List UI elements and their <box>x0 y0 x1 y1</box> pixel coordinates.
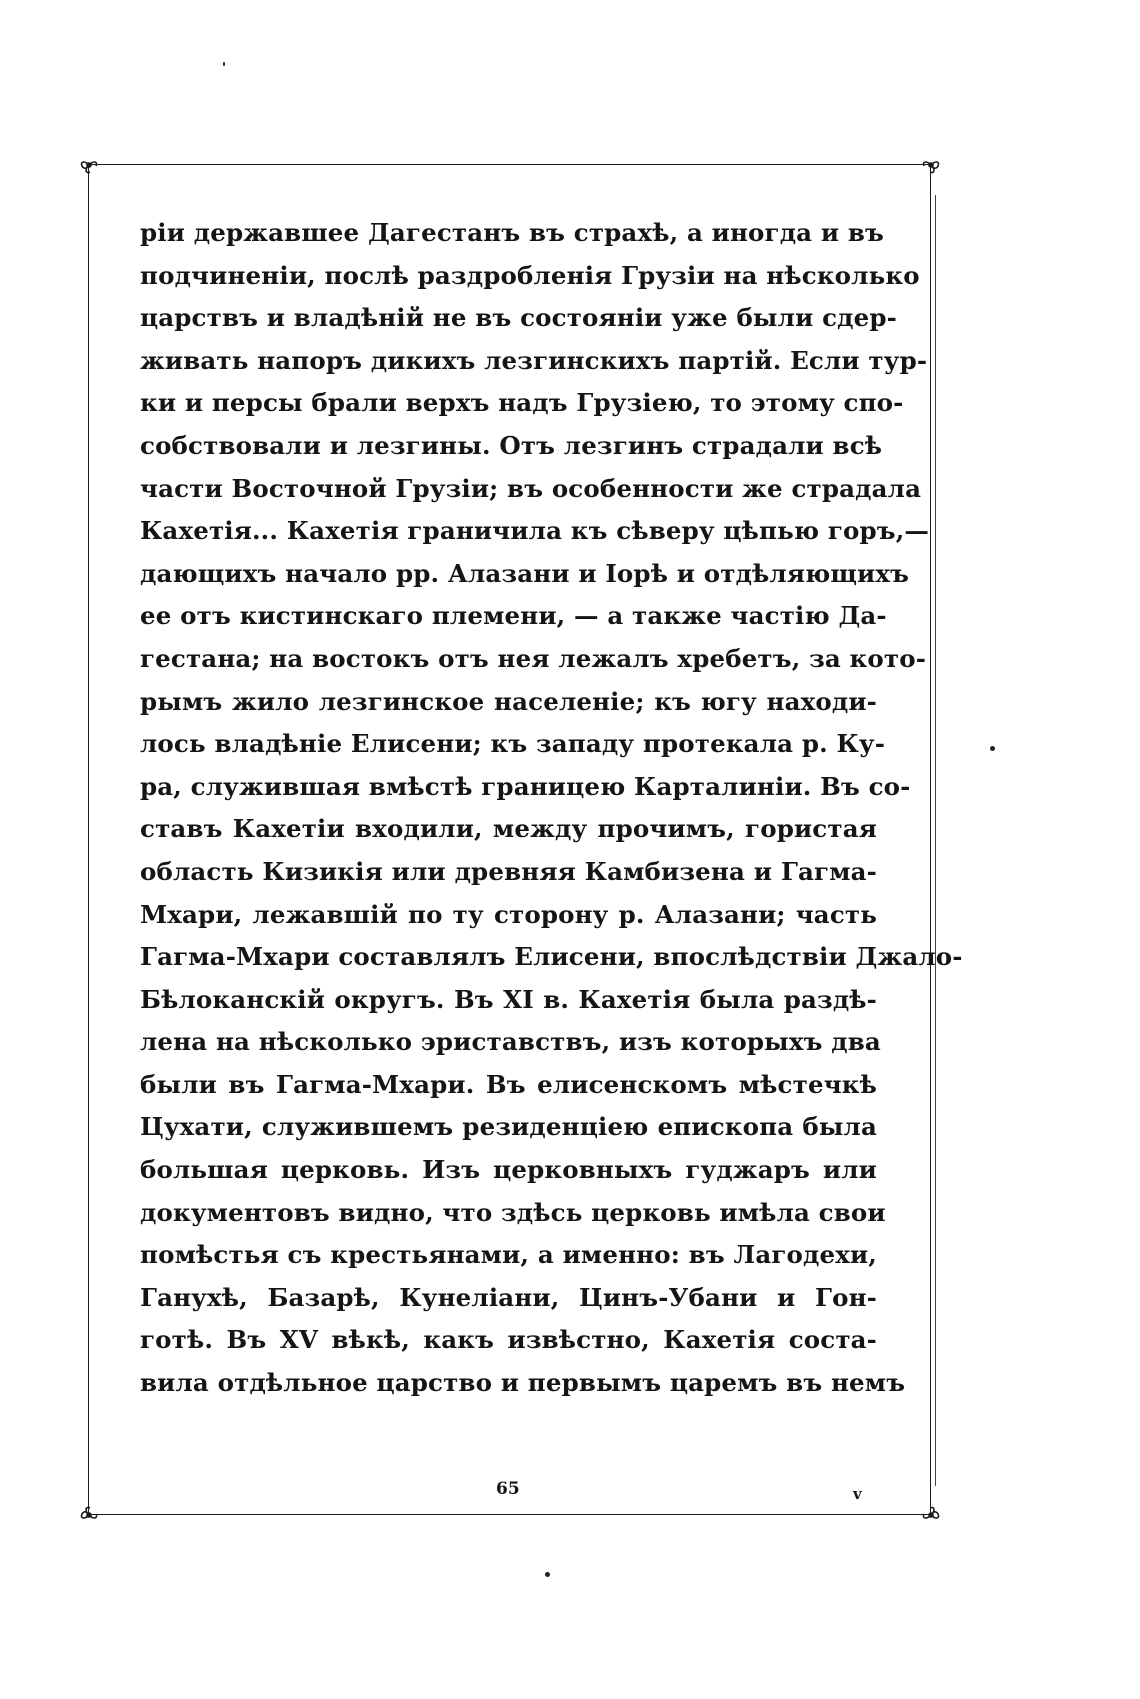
text-line: готѣ. Въ XV вѣкѣ, какъ извѣстно, Кахетiя соста- <box>140 1325 877 1355</box>
text-line: ки и персы брали верхъ надъ Грузiею, то этому спо- <box>140 388 904 418</box>
text-line: вила отдѣльное царство и первымъ царемъ въ немъ <box>140 1368 906 1398</box>
text-line: дающихъ начало рр. Алазани и Iорѣ и отдѣляющихъ <box>140 558 910 588</box>
text-line: рымъ жило лезгинское населенiе; къ югу находи- <box>140 686 877 716</box>
scan-speck <box>223 62 225 66</box>
text-line: лось владѣнiе Елисени; къ западу протекала р. Ку- <box>140 729 886 759</box>
text-line: помѣстья съ крестьянами, а именно: въ Лагодехи, <box>140 1240 877 1270</box>
corner-ornament-icon <box>918 152 944 178</box>
text-line: были въ Гагма-Мхари. Въ елисенскомъ мѣстечкѣ <box>140 1069 877 1099</box>
text-line: Ганухѣ, Базарѣ, Кунелiани, Цинъ-Убани и Гон- <box>140 1282 877 1312</box>
text-line: Мхари, лежавшiй по ту сторону р. Алазани; часть <box>140 899 877 929</box>
text-line: большая церковь. Изъ церковныхъ гуджаръ или <box>140 1155 877 1185</box>
corner-ornament-icon <box>76 152 102 178</box>
page-number: 65 <box>496 1479 520 1499</box>
text-line: части Восточной Грузiи; въ особенности же страдала <box>140 473 922 503</box>
text-line: область Кизикiя или древняя Камбизена и Гагма- <box>140 856 877 886</box>
text-line: Гагма-Мхари составлялъ Елисени, впослѣдствiи Джало- <box>140 942 963 972</box>
text-line: лена на нѣсколько эриставствъ, изъ которыхъ два <box>140 1027 881 1057</box>
text-line: ставъ Кахетiи входили, между прочимъ, гористая <box>140 814 877 844</box>
frame-inner-rule <box>935 195 936 1486</box>
corner-ornament-icon <box>918 1502 944 1528</box>
scan-speck <box>990 746 995 751</box>
scan-speck <box>545 1572 550 1577</box>
text-line: документовъ видно, что здѣсь церковь имѣла свои <box>140 1197 886 1227</box>
text-line: Бѣлоканскiй округъ. Въ XI в. Кахетiя была раздѣ- <box>140 984 877 1014</box>
text-line: Цухати, служившемъ резиденцiею епископа была <box>140 1112 877 1142</box>
text-line: Кахетiя... Кахетiя граничила къ сѣверу цѣпью горъ,— <box>140 516 930 546</box>
text-line: ра, служившая вмѣстѣ границею Карталинiи. Въ со- <box>140 771 911 801</box>
text-line: собствовали и лезгины. Отъ лезгинъ страдали всѣ <box>140 430 883 460</box>
text-line: живать напоръ дикихъ лезгинскихъ партiй. Если тур- <box>140 345 928 375</box>
text-line: рiи державшее Дагестанъ въ страхѣ, а иногда и въ <box>140 218 885 247</box>
text-line: подчиненiи, послѣ раздробленiя Грузiи на нѣсколько <box>140 260 920 290</box>
body-text <box>140 212 963 1405</box>
signature-mark: v <box>853 1485 862 1503</box>
text-line: царствъ и владѣнiй не въ состоянiи уже были сдер- <box>140 303 897 333</box>
text-line: гестана; на востокъ отъ нея лежалъ хребетъ, за кото- <box>140 643 927 673</box>
text-line: ее отъ кистинскаго племени, — а также частiю Да- <box>140 601 887 631</box>
corner-ornament-icon <box>76 1502 102 1528</box>
